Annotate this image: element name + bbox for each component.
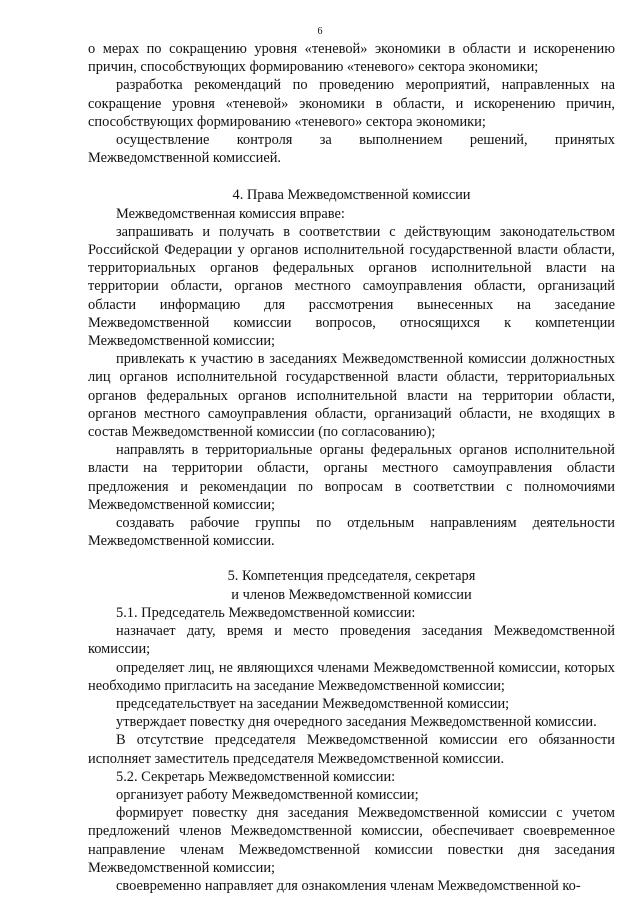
paragraph: запрашивать и получать в соответствии с действующим законодательством Российской Федерации у органов исполнительной государственной власти области, территориальных органов федеральных органов исполнительной власти на территории области, органов местного самоуправления области, организаций области информацию для рассмотрения вынесенных на заседание Межведомственной комиссии вопросов, относящихся к компетенции Межведомственной комиссии; (88, 223, 615, 350)
paragraph: организует работу Межведомственной комиссии; (116, 786, 419, 803)
spacer (88, 550, 615, 567)
paragraph: о мерах по сокращению уровня «теневой» экономики в области и искоренению причин, способствующих формированию «теневого» сектора экономики; (88, 41, 615, 76)
page-number: 6 (317, 26, 323, 37)
spacer (88, 167, 615, 186)
paragraph: утверждает повестку дня очередного заседания Межведомственной комиссии. (116, 714, 597, 731)
paragraph: привлекать к участию в заседаниях Межведомственной комиссии должностных лиц органов исполнительной государственной власти области, территориальных органов федеральных органов исполнительной власти на территории области, органов местного самоуправления области, организаций области, не входящих в состав Межведомственной комиссии (по согласованию); (88, 351, 615, 441)
paragraph: направлять в территориальные органы федеральных органов исполнительной власти на территории области, органы местного самоуправления области предложения и рекомендации по вопросам в соответствии с полномочиями Межведомственной комиссии; (88, 442, 615, 513)
paragraph: разработка рекомендаций по проведению мероприятий, направленных на сокращение уровня «теневой» экономики в области, и искоренению причин, способствующих формированию «теневого» сектора экономики; (88, 77, 615, 130)
paragraph: Межведомственная комиссия вправе: (116, 205, 345, 222)
paragraph: определяет лиц, не являющихся членами Межведомственной комиссии, которых необходимо пригласить на заседание Межведомственной комиссии; (88, 659, 615, 694)
section-5-heading-line-1: 5. Компетенция председателя, секретаря (227, 568, 476, 585)
paragraph: осуществление контроля за выполнением решений, принятых Межведомственной комиссией. (88, 132, 615, 167)
paragraph: 5.2. Секретарь Межведомственной комиссии: (116, 768, 396, 785)
paragraph: В отсутствие председателя Межведомственной комиссии его обязанности исполняет заместитель председателя Межведомственной комиссии. (88, 732, 615, 767)
paragraph: формирует повестку дня заседания Межведомственной комиссии с учетом предложений членов Межведомственной комиссии, обеспечивает своевременное направление членам Межведомственной комиссии повестки дня заседания Межведомственной комиссии; (88, 805, 615, 876)
paragraph: назначает дату, время и место проведения заседания Межведомственной комиссии; (88, 623, 615, 658)
section-4-heading: 4. Права Межведомственной комиссии (232, 187, 471, 204)
paragraph: председательствует на заседании Межведомственной комиссии; (116, 695, 510, 712)
paragraph: своевременно направляет для ознакомления членам Межведомственной ко- (116, 877, 581, 894)
document-body (88, 40, 615, 895)
section-5-heading-line-2: и членов Межведомственной комиссии (231, 586, 472, 603)
paragraph: создавать рабочие группы по отдельным направлениям деятельности Межведомственной комиссии. (88, 515, 615, 550)
paragraph: 5.1. Председатель Межведомственной комиссии: (116, 604, 416, 621)
